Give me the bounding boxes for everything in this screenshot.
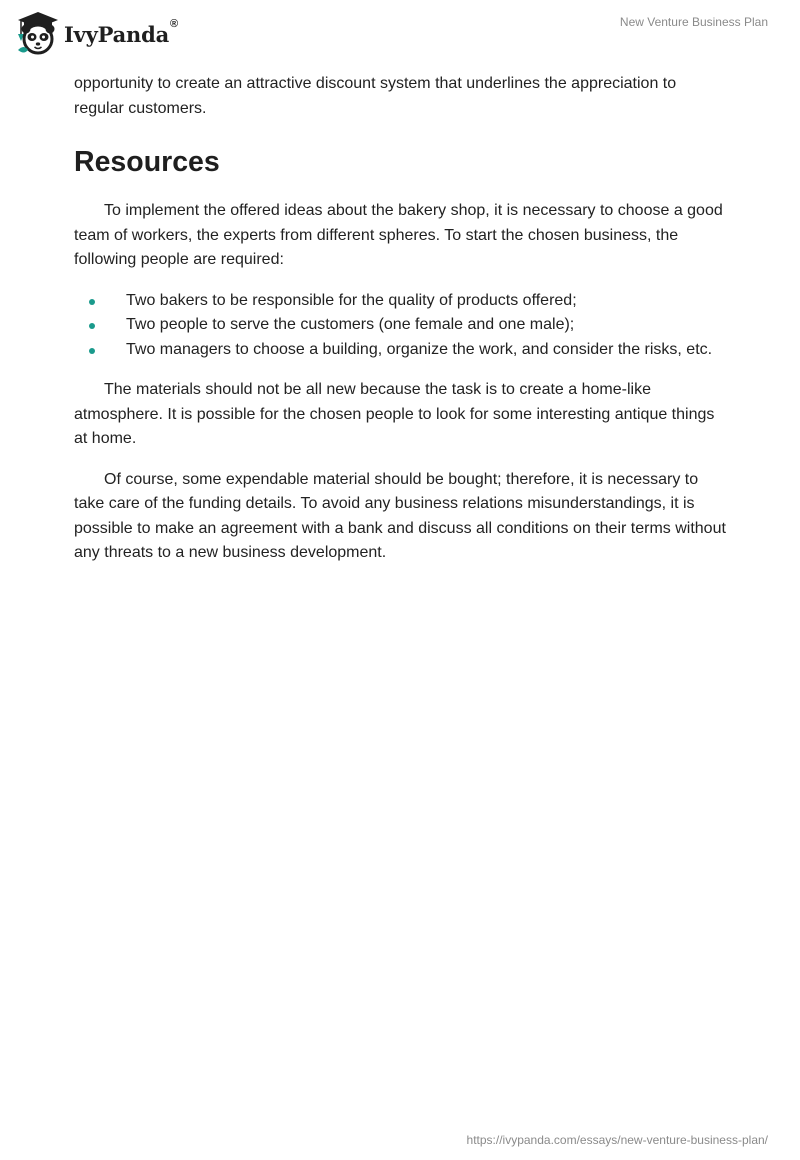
list-item (74, 289, 730, 314)
paragraph-team: To implement the offered ideas about the bakery shop, it is necessary to choose a good team of workers, the experts from different spheres. To start the chosen business, the following people are required: (74, 202, 723, 268)
registered-mark: ® (170, 17, 178, 30)
logo-wordmark: IvyPanda® (64, 17, 178, 47)
list-item-text: Two people to serve the customers (one female and one male); (126, 316, 575, 333)
paragraph-funding: Of course, some expendable material should be bought; therefore, it is necessary to take care of the funding details. To avoid any business relations misunderstandings, it is possible to make an agreement with a bank and discuss all conditions on their terms without any threats to a new business development. (74, 470, 726, 561)
intro-continuation: opportunity to create an attractive discount system that underlines the appreciation to regular customers. (74, 75, 677, 117)
bullet-icon (89, 348, 95, 354)
required-people-list (74, 289, 730, 363)
panda-logo-icon (16, 10, 60, 56)
bullet-icon (89, 299, 95, 305)
page-header (0, 0, 800, 62)
bullet-icon (89, 323, 95, 329)
essay-content (74, 72, 730, 566)
document-title: New Venture Business Plan (619, 15, 768, 29)
section-heading-resources: Resources (74, 146, 220, 178)
source-url[interactable]: https://ivypanda.com/essays/new-venture-business-plan/ (466, 1133, 768, 1147)
list-item-text: Two managers to choose a building, organize the work, and consider the risks, etc. (126, 340, 713, 358)
list-item-text: Two bakers to be responsible for the quality of products offered; (126, 291, 577, 309)
logo[interactable] (16, 8, 178, 58)
list-item (74, 313, 730, 338)
paragraph-materials: The materials should not be all new because the task is to create a home-like atmosphere. It is possible for the chosen people to look for some interesting antique things at home. (74, 381, 715, 447)
list-item (74, 338, 730, 363)
